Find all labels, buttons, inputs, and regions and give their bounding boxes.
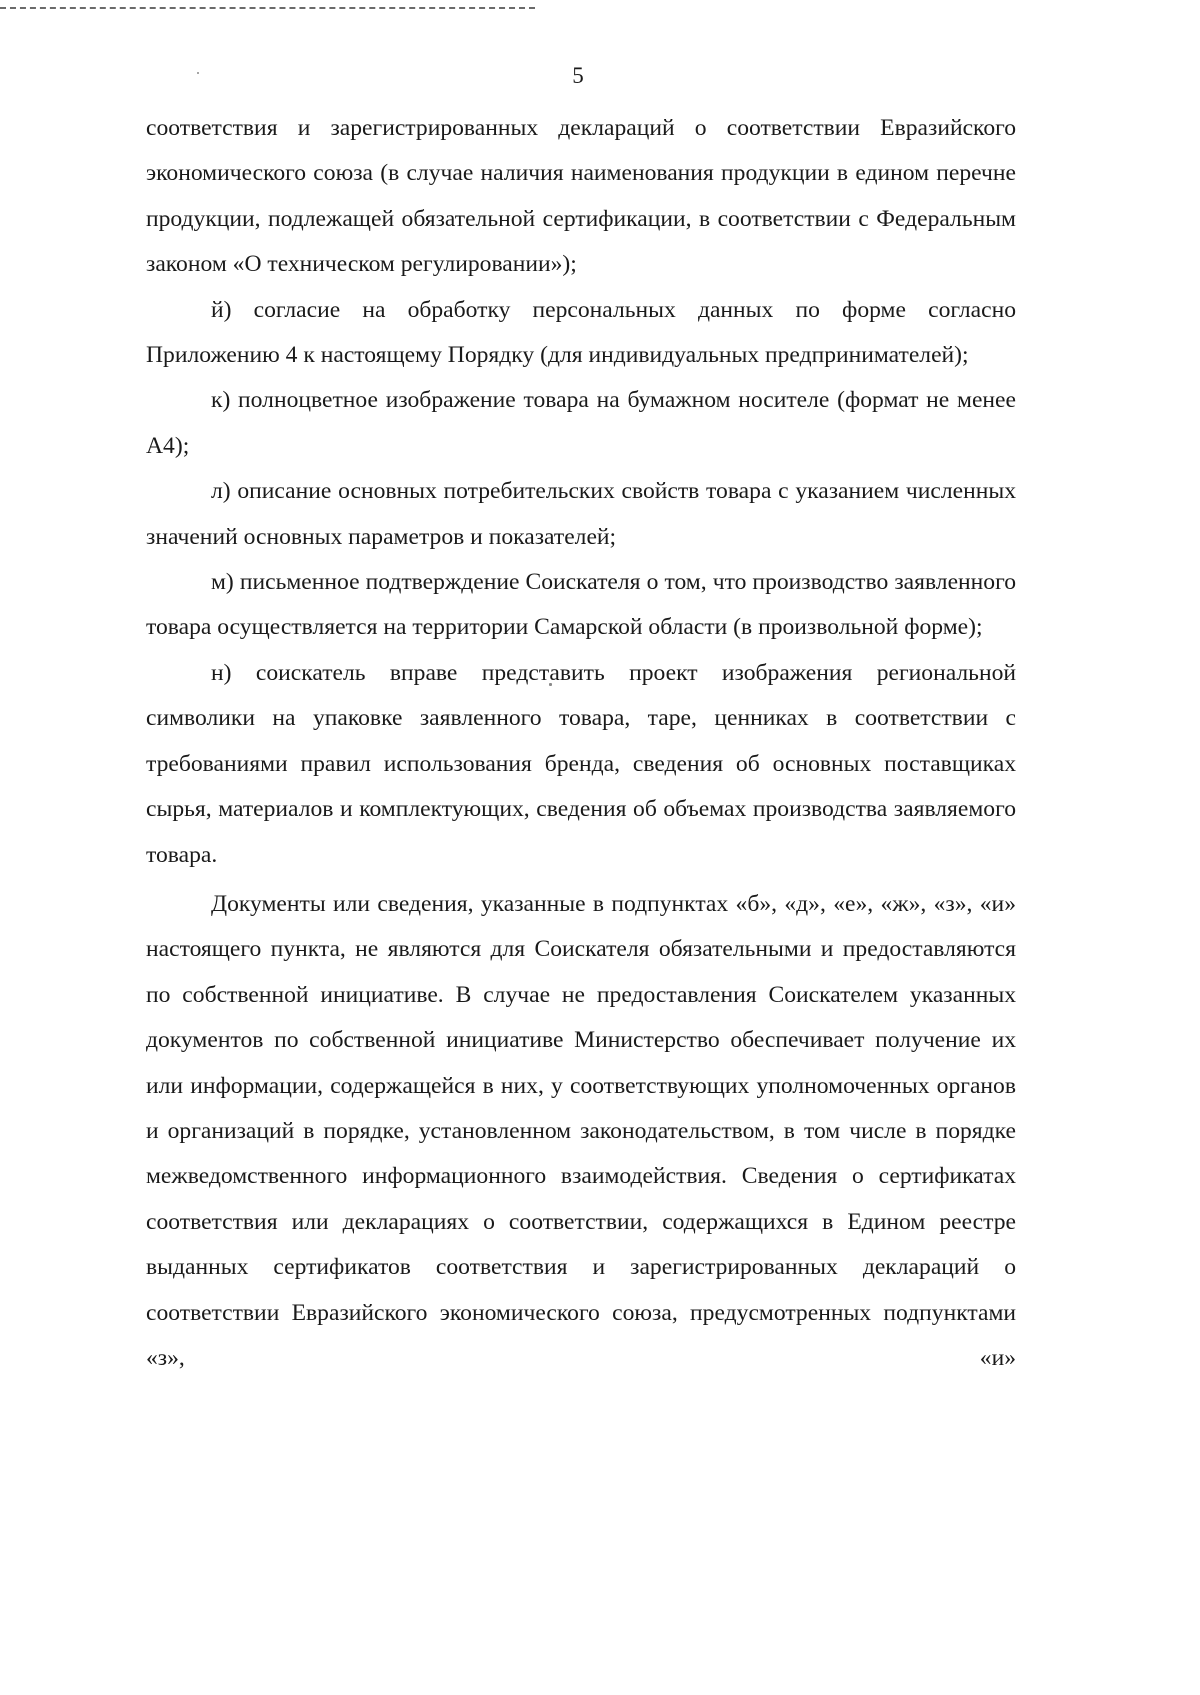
paragraph-item-m: м) письменное подтверждение Соискателя о том, что производство заявленного товара осуществляется на территории Самарской области (в произвольной форме); xyxy=(146,569,1016,641)
paragraph-continuation: соответствия и зарегистрированных деклараций о соответствии Евразийского экономического союза (в случае наличия наименования продукции в едином перечне продукции, подлежащей обязательной сертификации, в соответствии с Федеральным законом «О техническом регулировании»); xyxy=(146,115,1016,278)
scan-edge-dashes xyxy=(0,7,535,9)
paragraph-item-j: й) согласие на обработку персональных данных по форме согласно Приложению 4 к настоящему Порядку (для индивидуальных предпринимателей); xyxy=(146,296,1016,369)
paragraph-documents-note: Документы или сведения, указанные в подпунктах «б», «д», «е», «ж», «з», «и» настоящего пункта, не являются для Соискателя обязательными и предоставляются по собственной инициативе. В случае не предоставления Соискателем указанных документов по собственной инициативе Министерство обеспечивает получение их или информации, содержащейся в них, у соответствующих уполномоченных органов и организаций в порядке, установленном законодательством, в том числе в порядке межведомственного информационного взаимодействия. Сведения о сертификатах соответствия или декларациях о соответствии, содержащихся в Едином реестре выданных сертификатов соответствия и зарегистрированных деклараций о соответствии Евразийского экономического союза, предусмотренных подпунктами «з», «и» xyxy=(146,890,1016,1371)
scan-speck xyxy=(197,72,199,74)
paragraph-item-k: к) полноцветное изображение товара на бумажном носителе (формат не менее А4); xyxy=(146,387,1016,459)
paragraph-item-n: н) соискатель вправе представить проект изображения региональной символики на упаковке заявленного товара, таре, ценниках в соответствии с требованиями правил использования бренда, сведения об основных поставщиках сырья, материалов и комплектующих, сведения об объемах производства заявляемого товара. xyxy=(146,659,1016,868)
paragraph-item-l: л) описание основных потребительских свойств товара с указанием численных значений основных параметров и показателей; xyxy=(146,478,1016,550)
document-body xyxy=(146,106,1016,1381)
page-number: 5 xyxy=(572,63,584,88)
